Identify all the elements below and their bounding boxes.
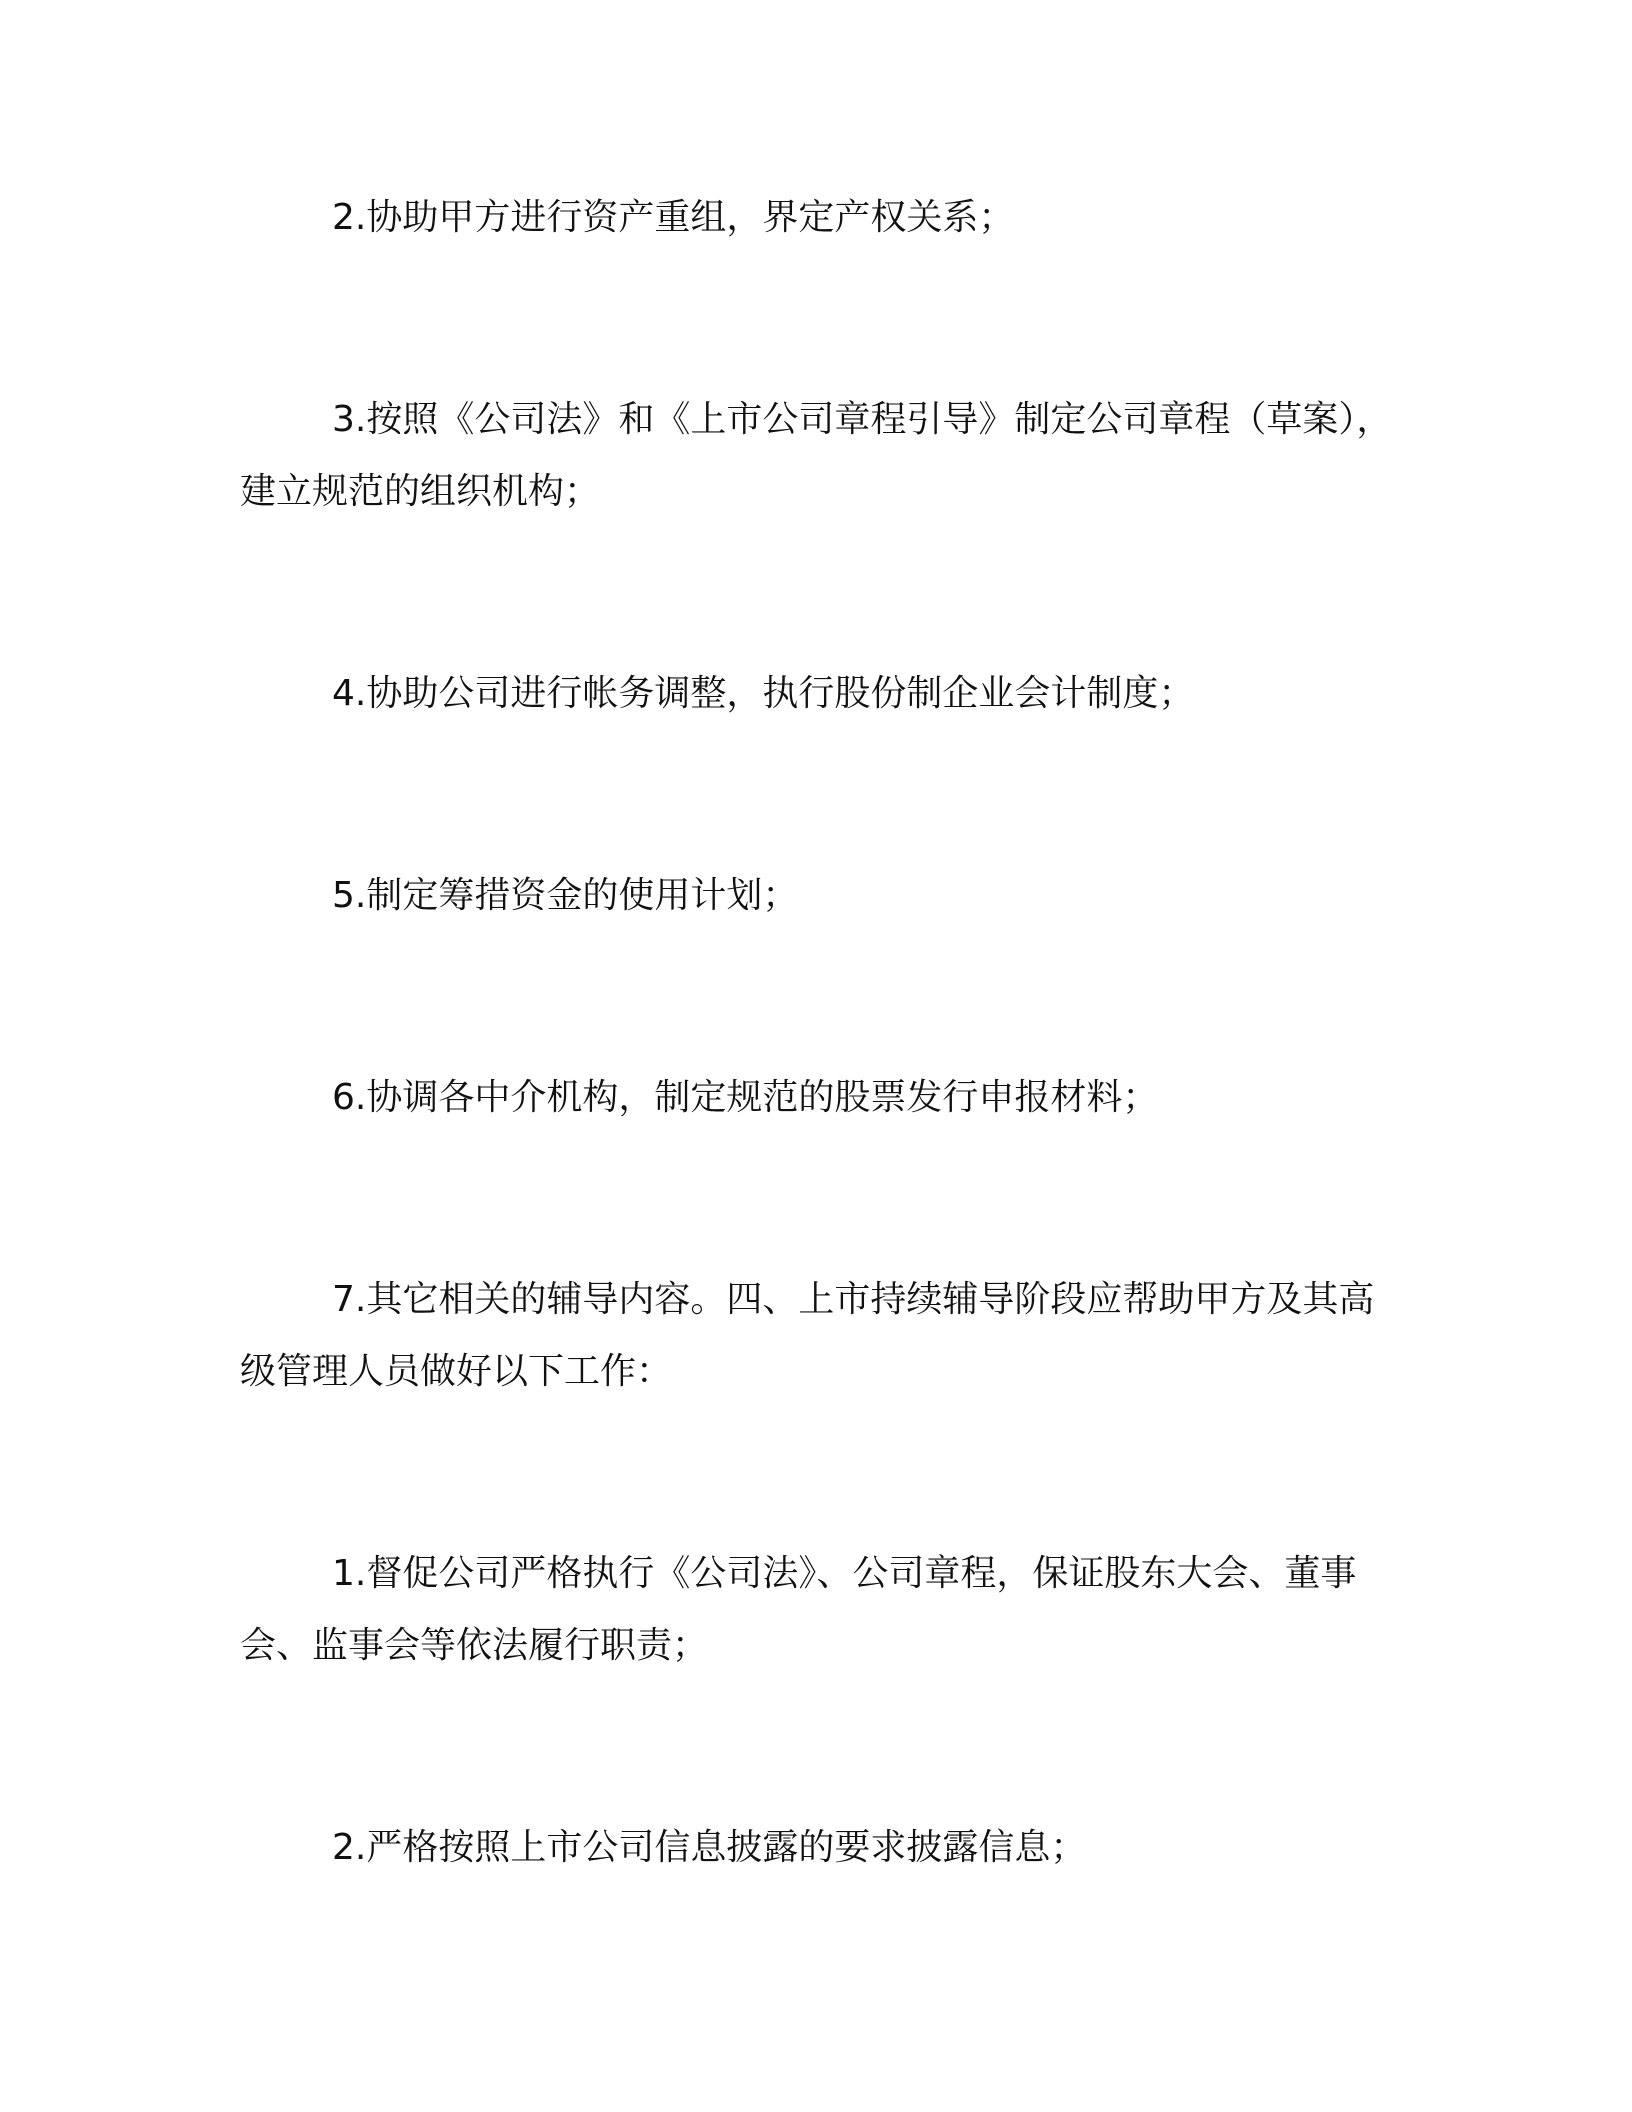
paragraph-company-charter: 3.按照《公司法》和《上市公司章程引导》制定公司章程（草案），建立规范的组织机构； (240, 399, 1393, 512)
paragraph-other-guidance: 7.其它相关的辅导内容。四、上市持续辅导阶段应帮助甲方及其高级管理人员做好以下工作： (240, 1279, 1375, 1392)
paragraph-fund-plan: 5.制定筹措资金的使用计划； (332, 875, 799, 916)
paragraph-intermediaries: 6.协调各中介机构，制定规范的股票发行申报材料； (332, 1077, 1159, 1118)
paragraph-asset-restructuring: 2.协助甲方进行资产重组，界定产权关系； (332, 197, 1015, 238)
paragraph-disclosure: 2.严格按照上市公司信息披露的要求披露信息； (332, 1827, 1087, 1868)
paragraph-accounting-adjustment: 4.协助公司进行帐务调整，执行股份制企业会计制度； (332, 673, 1195, 714)
paragraph-governance: 1.督促公司严格执行《公司法》、公司章程，保证股东大会、董事会、监事会等依法履行职责； (240, 1553, 1357, 1666)
